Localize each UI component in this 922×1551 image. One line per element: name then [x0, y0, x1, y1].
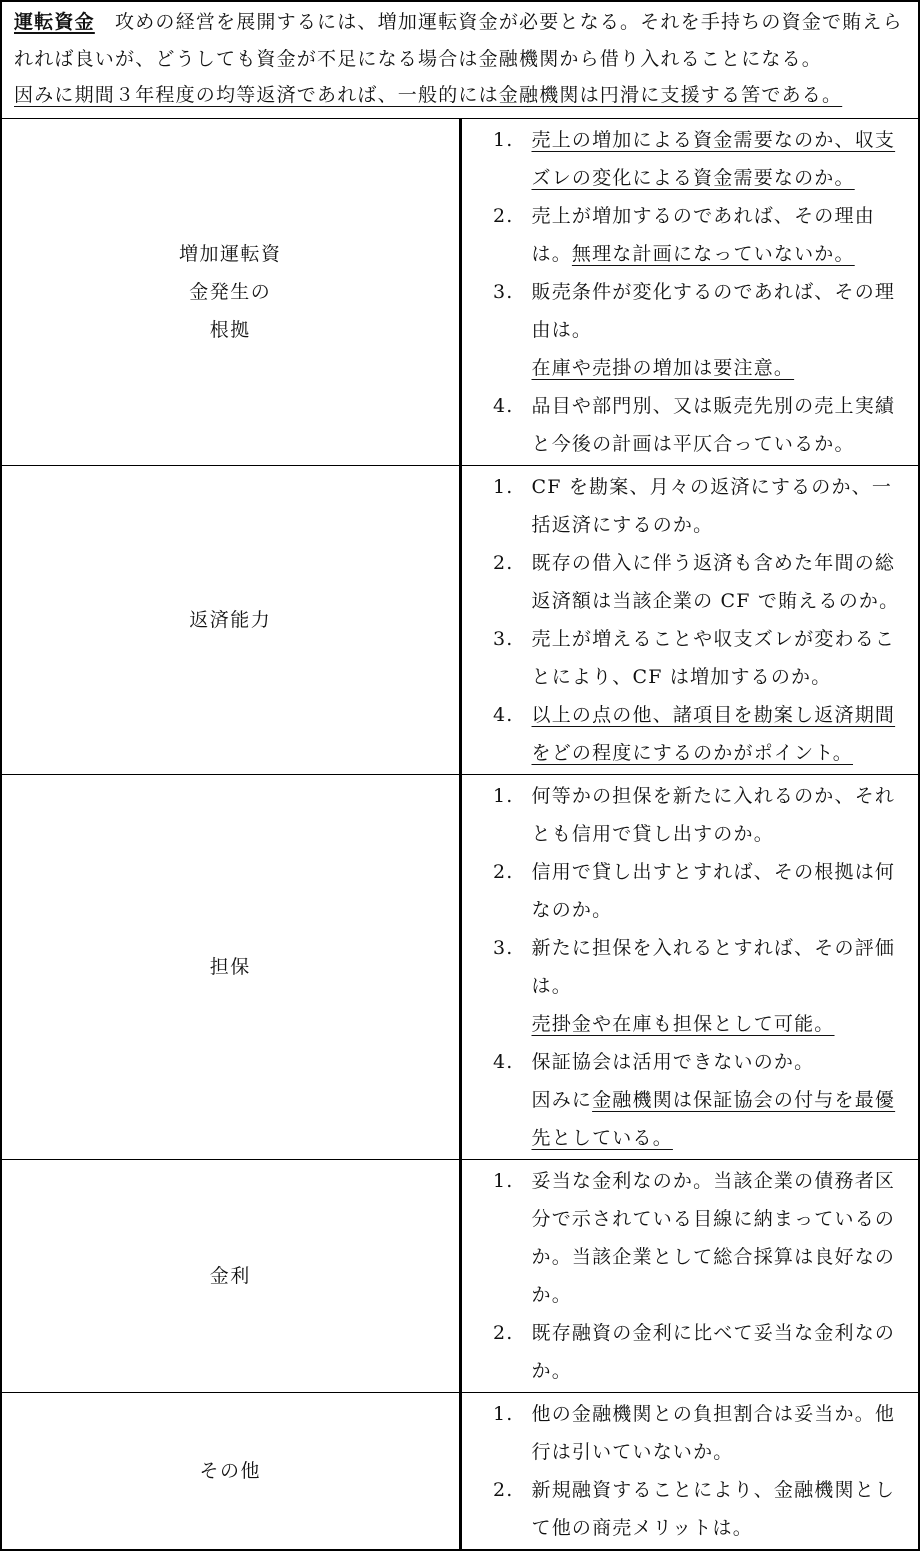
- item-continuation: 売掛金や在庫も担保として可能。: [531, 1012, 835, 1035]
- intro-text: 攻めの経営を展開するには、増加運転資金が必要となる。それを手持ちの資金で賄えられれば良いが、どうしても資金が不足になる場合は金融機関から借り入れることになる。: [14, 11, 903, 70]
- section-label-line: 増加運転資: [178, 242, 282, 265]
- section-items: [460, 1159, 919, 1392]
- item-number: 1.: [492, 1169, 514, 1192]
- section-items: [460, 465, 919, 774]
- item-number: 2.: [492, 860, 514, 883]
- list-item: [462, 620, 913, 696]
- item-text: 新規融資することにより、金融機関として他の商売メリットは。: [531, 1478, 896, 1539]
- item-number: 3.: [492, 936, 514, 959]
- section-label: [1, 118, 460, 465]
- intro-title: 運転資金: [14, 11, 95, 33]
- list-item: [462, 1471, 913, 1547]
- section-label-line: 根拠: [209, 318, 251, 341]
- item-number: 3.: [492, 627, 514, 650]
- section-label: [1, 465, 460, 774]
- item-number: 2.: [492, 551, 514, 574]
- item-number: 4.: [492, 1050, 514, 1073]
- item-number: 4.: [492, 394, 514, 417]
- item-continuation-prefix: 因みに: [531, 1088, 593, 1111]
- item-text: CF を勘案、月々の返済にするのか、一括返済にするのか。: [531, 475, 893, 536]
- item-number: 2.: [492, 1321, 514, 1344]
- item-text-emphasis: 無理な計画になっていないか。: [571, 242, 855, 265]
- section-label: [1, 774, 460, 1159]
- item-text: 以上の点の他、諸項目を勘案し返済期間をどの程度にするのかがポイント。: [531, 703, 896, 764]
- item-number: 2.: [492, 1478, 514, 1501]
- list-item: [462, 929, 913, 1005]
- section-row-collateral: [1, 774, 919, 1159]
- list-item: [462, 121, 913, 197]
- section-row-other: [1, 1392, 919, 1550]
- item-text: 品目や部門別、又は販売先別の売上実績と今後の計画は平仄合っているか。: [531, 394, 896, 455]
- section-label-line: 金発生の: [189, 280, 272, 303]
- item-text: 何等かの担保を新たに入れるのか、それとも信用で貸し出すのか。: [531, 784, 896, 845]
- item-number: 3.: [492, 280, 514, 303]
- item-continuation: 在庫や売掛の増加は要注意。: [531, 356, 795, 379]
- list-item: [462, 544, 913, 620]
- intro-note: 因みに期間３年程度の均等返済であれば、一般的には金融機関は円滑に支援する筈である。: [14, 84, 843, 106]
- item-text: 売上が増えることや収支ズレが変わることにより、CF は増加するのか。: [531, 627, 896, 688]
- list-item: [462, 1162, 913, 1314]
- item-text: 他の金融機関との負担割合は妥当か。他行は引いていないか。: [531, 1402, 896, 1463]
- section-label-line: 金利: [209, 1264, 251, 1287]
- item-text: 保証協会は活用できないのか。: [531, 1050, 815, 1073]
- section-items: [460, 118, 919, 465]
- list-item: [462, 853, 913, 929]
- item-text: 新たに担保を入れるとすれば、その評価は。: [531, 936, 896, 997]
- section-items: [460, 1392, 919, 1550]
- section-label: [1, 1392, 460, 1550]
- item-text: 既存融資の金利に比べて妥当な金利なのか。: [531, 1321, 896, 1382]
- section-row-repayment: [1, 465, 919, 774]
- list-item: [462, 468, 913, 544]
- item-number: 1.: [492, 475, 514, 498]
- list-item: [462, 273, 913, 349]
- item-number: 1.: [492, 128, 514, 151]
- list-item: [462, 197, 913, 273]
- list-item: [462, 777, 913, 853]
- list-item: [462, 1395, 913, 1471]
- section-label-line: 返済能力: [189, 608, 272, 631]
- section-row-basis: [1, 118, 919, 465]
- section-row-interest: [1, 1159, 919, 1392]
- item-text: 販売条件が変化するのであれば、その理由は。: [531, 280, 896, 341]
- list-item: [462, 387, 913, 463]
- intro-cell: [1, 1, 919, 118]
- item-text: 既存の借入に伴う返済も含めた年間の総返済額は当該企業の CF で賄えるのか。: [531, 551, 900, 612]
- section-label-line: 担保: [209, 955, 251, 978]
- item-text: 売上の増加による資金需要なのか、収支ズレの変化による資金需要なのか。: [531, 128, 896, 189]
- item-number: 4.: [492, 703, 514, 726]
- item-number: 1.: [492, 784, 514, 807]
- item-text: 信用で貸し出すとすれば、その根拠は何なのか。: [531, 860, 896, 921]
- item-number: 2.: [492, 204, 514, 227]
- list-item: [462, 1314, 913, 1390]
- list-item: [462, 1043, 913, 1081]
- item-number: 1.: [492, 1402, 514, 1425]
- section-items: [460, 774, 919, 1159]
- list-item: [462, 696, 913, 772]
- item-text: 売上が増加するのであれば、その理由は。: [531, 204, 875, 265]
- intro-row: [1, 1, 919, 118]
- section-label: [1, 1159, 460, 1392]
- section-label-line: その他: [199, 1459, 261, 1482]
- item-continuation: 金融機関は保証協会の付与を最優先としている。: [531, 1088, 896, 1149]
- item-text: 妥当な金利なのか。当該企業の債務者区分で示されている目線に納まっているのか。当該企業として総合採算は良好なのか。: [531, 1169, 896, 1306]
